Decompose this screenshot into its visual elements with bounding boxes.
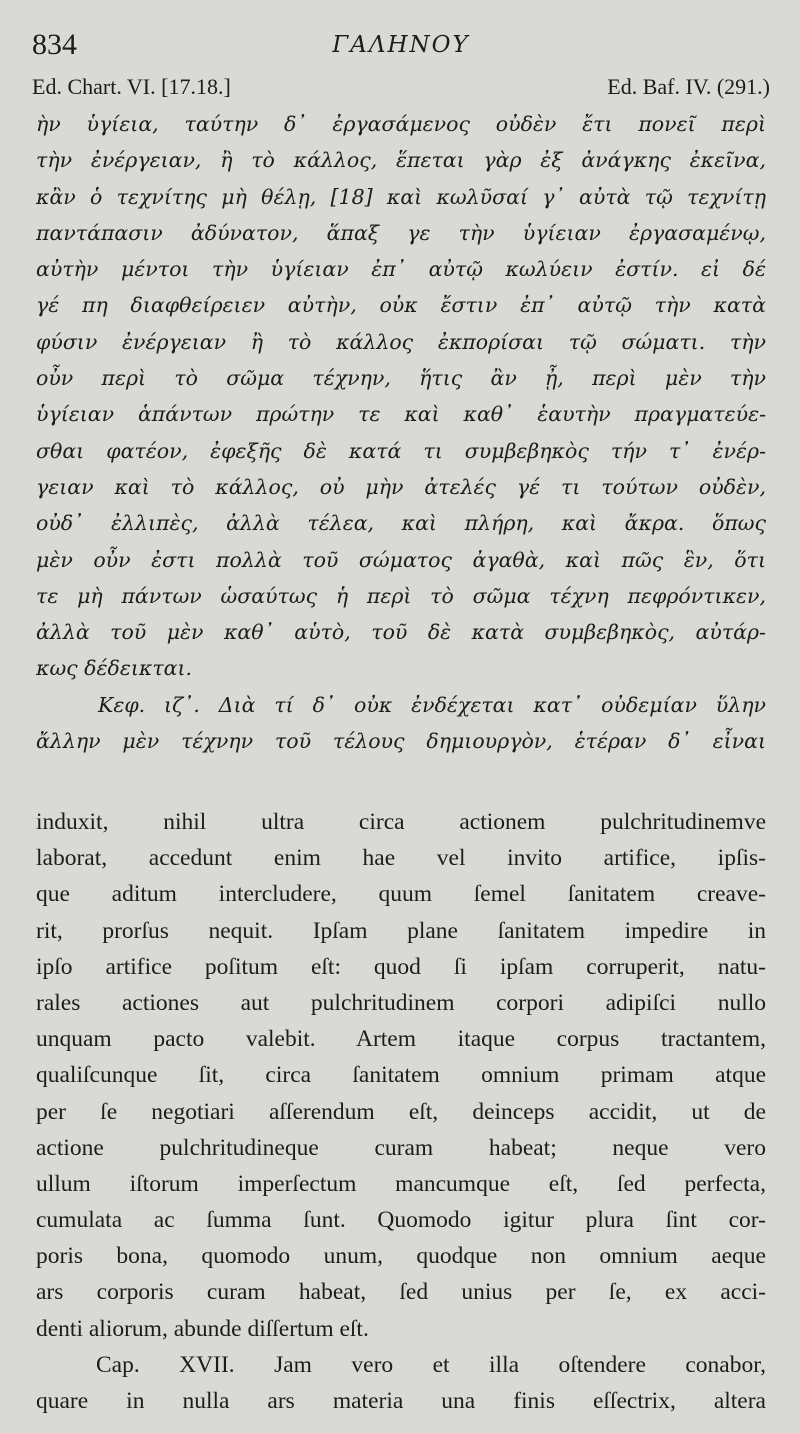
edition-basel-reference: Ed. Baf. IV. (291.): [607, 74, 770, 99]
greek-line: σθαι φατέον, ἐφεξῆς δὲ κατά τι συμβεβηκὸς τήν τ᾽ ἐνέρ-: [36, 438, 766, 463]
greek-line: ἀλλὰ τοῦ μὲν καθ᾽ αὑτὸ, τοῦ δὲ κατὰ συμβεβηκὸς, αὐτάρ-: [36, 620, 766, 645]
greek-line: ἄλλην μὲν τέχνην τοῦ τέλους δημιουργὸν, ἑτέραν δ᾽ εἶναι: [36, 729, 766, 754]
latin-line: ipſo artifice poſitum eſt: quod ſi ipſam corruperit, natu-: [36, 953, 766, 980]
latin-line: unquam pacto valebit. Artem itaque corpus tractantem,: [36, 1026, 766, 1053]
latin-line: ullum iſtorum imperſectum mancumque eſt, ſed perfecta,: [36, 1170, 766, 1197]
greek-line: τε μὴ πάντων ὡσαύτως ἡ περὶ τὸ σῶμα τέχνη πεφρόντικεν,: [36, 583, 766, 608]
greek-line: οὖν περὶ τὸ σῶμα τέχνην, ἥτις ἂν ᾖ, περὶ μὲν τὴν: [36, 366, 766, 391]
latin-line: poris bona, quomodo unum, quodque non omnium aeque: [36, 1243, 766, 1270]
latin-text-block: [36, 804, 766, 1419]
latin-line: laborat, accedunt enim hae vel invito artifice, ipſis-: [36, 845, 766, 872]
greek-line: ὑγίειαν ἁπάντων πρώτην τε καὶ καθ᾽ ἑαυτὴν πραγματεύε-: [36, 402, 766, 427]
latin-line: rales actiones aut pulchritudinem corpori adipiſci nullo: [36, 989, 766, 1016]
latin-line: quare in nulla ars materia una finis eſſectrix, altera: [36, 1388, 766, 1414]
greek-line: αὐτὴν μέντοι τὴν ὑγίειαν ἐπ᾽ αὐτῷ κωλύειν ἐστίν. εἰ δέ: [36, 257, 766, 282]
greek-line: μὲν οὖν ἐστι πολλὰ τοῦ σώματος ἀγαθὰ, καὶ πῶς ἓν, ὅτι: [36, 547, 766, 572]
latin-line: actione pulchritudineque curam habeat; neque vero: [36, 1134, 766, 1161]
page-number: 834: [32, 28, 77, 61]
latin-line: cumulata ac ſumma ſunt. Quomodo igitur plura ſint cor-: [36, 1207, 766, 1234]
greek-line: κως δέδεικται.: [36, 656, 193, 681]
greek-text-block: [36, 106, 766, 759]
latin-line: qualiſcunque ſit, circa ſanitatem omnium primam atque: [36, 1062, 766, 1089]
latin-line: per ſe negotiari aſſerendum eſt, deinceps accidit, ut de: [36, 1098, 766, 1125]
running-title: ΓΑΛΗΝΟΥ: [332, 32, 470, 58]
greek-line: γέ πη διαφθείρειεν αὐτὴν, οὐκ ἔστιν ἐπ᾽ αὐτῷ τὴν κατὰ: [36, 293, 766, 318]
greek-line: τὴν ἐνέργειαν, ἢ τὸ κάλλος, ἕπεται γὰρ ἐξ ἀνάγκης ἐκεῖνα,: [36, 148, 766, 173]
greek-line: γειαν καὶ τὸ κάλλος, οὐ μὴν ἀτελές γέ τι τούτων οὐδὲν,: [36, 474, 766, 499]
latin-line: ars corporis curam habeat, ſed unius per ſe, ex acci-: [36, 1279, 766, 1306]
latin-chapter-heading-line: Cap. XVII. Jam vero et illa oſtendere conabor,: [96, 1351, 766, 1378]
greek-chapter-heading-line: Κεφ. ιζ᾽. Διὰ τί δ᾽ οὐκ ἐνδέχεται κατ᾽ οὐδεμίαν ὕλην: [98, 692, 766, 717]
page-header: [32, 28, 770, 68]
latin-line: induxit, nihil ultra circa actionem pulchritudinemve: [36, 809, 766, 835]
greek-line: φύσιν ἐνέργειαν ἢ τὸ κάλλος ἐκπορίσαι τῷ σώματι. τὴν: [36, 329, 766, 354]
latin-line: denti aliorum, abunde diſſertum eſt.: [36, 1315, 369, 1342]
greek-line: παντάπασιν ἀδύνατον, ἅπαξ γε τὴν ὑγίειαν ἐργασαμένῳ,: [36, 220, 766, 245]
greek-line: ὴν ὑγίεια, ταύτην δ᾽ ἐργασάμενος οὐδὲν ἔτι πονεῖ περὶ: [36, 112, 766, 136]
greek-line: οὐδ᾽ ἐλλιπὲς, ἀλλὰ τέλεα, καὶ πλήρη, καὶ ἄκρα. ὅπως: [36, 511, 766, 536]
greek-line: κἂν ὁ τεχνίτης μὴ θέλῃ, [18] καὶ κωλῦσαί γ᾽ αὐτὰ τῷ τεχνίτῃ: [36, 184, 766, 209]
latin-line: que aditum intercludere, quum ſemel ſanitatem creave-: [36, 881, 766, 908]
latin-line: rit, prorſus nequit. Ipſam plane ſanitatem impedire in: [36, 917, 766, 944]
edition-reference-line: [32, 74, 770, 104]
edition-chartier-reference: Ed. Chart. VI. [17.18.]: [32, 74, 231, 99]
